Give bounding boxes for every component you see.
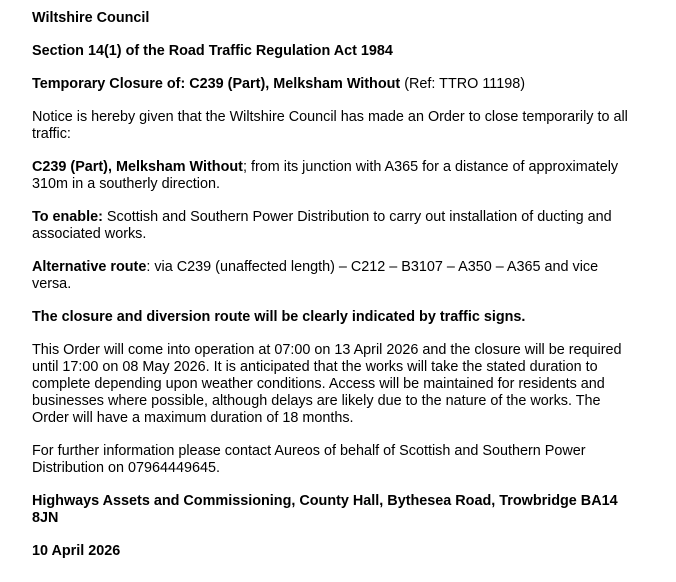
closure-title-bold: Temporary Closure of: C239 (Part), Melksham Without <box>32 76 401 92</box>
purpose-text: Scottish and Southern Power Distribution to carry out installation of ducting and associated works. <box>32 209 612 242</box>
signage-paragraph: The closure and diversion route will be clearly indicated by traffic signs. <box>32 309 526 325</box>
closure-ref: (Ref: TTRO 11198) <box>400 76 525 92</box>
notice-date: 10 April 2026 <box>32 543 121 559</box>
contact-paragraph: For further information please contact Aureos of behalf of Scottish and Southern Power Distribution on 07964449645. <box>32 443 586 476</box>
purpose-paragraph <box>32 209 640 243</box>
alternative-route-paragraph <box>32 259 640 293</box>
act-section: Section 14(1) of the Road Traffic Regulation Act 1984 <box>32 43 393 59</box>
operation-paragraph: This Order will come into operation at 07:00 on 13 April 2026 and the closure will be required until 17:00 on 08 May 2026. It is anticipated that the works will take the stated duration to complete depending upon weather conditions. Access will be maintained for residents and businesses where possible, although delays are likely due to the nature of the works. The Order will have a maximum duration of 18 months. <box>32 342 622 426</box>
alternative-route-bold: Alternative route <box>32 259 147 275</box>
location-bold: C239 (Part), Melksham Without <box>32 159 243 175</box>
intro-paragraph: Notice is hereby given that the Wiltshire Council has made an Order to close temporarily to all traffic: <box>32 109 628 142</box>
purpose-bold: To enable: <box>32 209 103 225</box>
address-paragraph: Highways Assets and Commissioning, County Hall, Bythesea Road, Trowbridge BA14 8JN <box>32 493 618 526</box>
location-paragraph <box>32 159 640 193</box>
council-name: Wiltshire Council <box>32 10 150 26</box>
location-text: ; from its junction with A365 for a distance of approximately 310m in a southerly direction. <box>32 159 619 192</box>
alternative-route-text: : via C239 (unaffected length) – C212 – B3107 – A350 – A365 and vice versa. <box>32 259 599 292</box>
closure-title <box>32 76 640 93</box>
